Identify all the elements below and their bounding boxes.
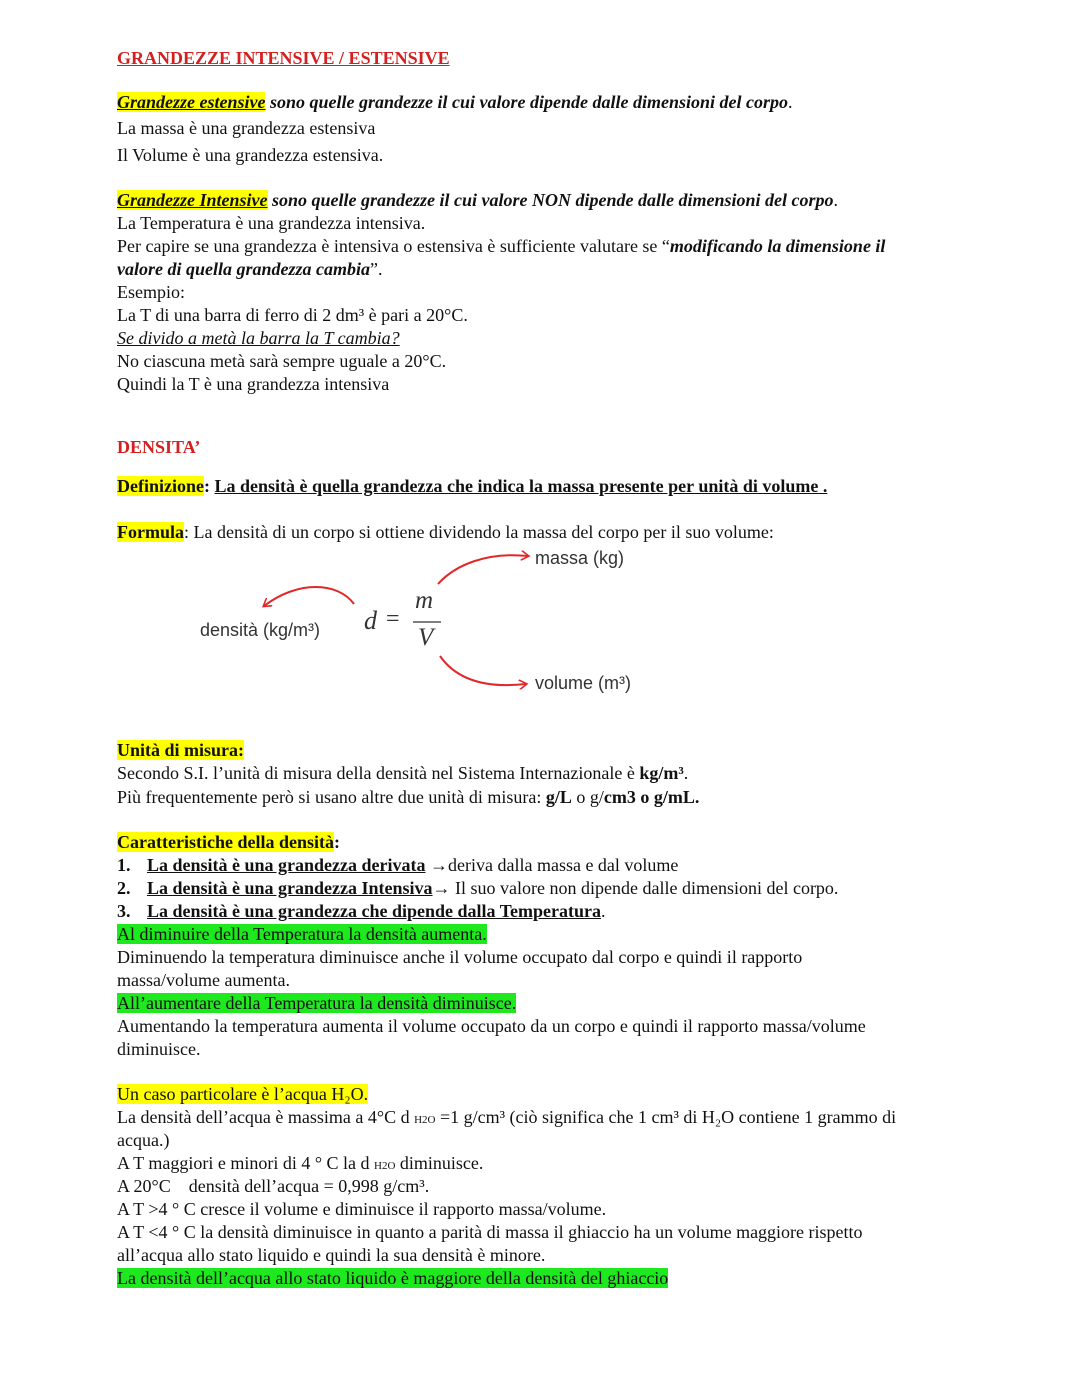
water-line-3 bbox=[117, 1152, 483, 1177]
characteristics-label-line bbox=[117, 831, 340, 853]
list-item-number: 2. bbox=[117, 878, 131, 898]
water-line-4: A 20°C densità dell’acqua = 0,998 g/cm³. bbox=[117, 1176, 430, 1196]
units-other: cm3 o g/mL. bbox=[603, 787, 700, 807]
example-line-3: No ciascuna metà sarà sempre uguale a 20°C. bbox=[117, 351, 447, 371]
intensive-def: sono quelle grandezze il cui valore NON dipende dalle dimensioni del corpo bbox=[267, 190, 834, 210]
water-line-3-sub: H2O bbox=[374, 1160, 396, 1172]
estensive-line-1: La massa è una grandezza estensiva bbox=[117, 118, 376, 138]
units-line-2-text: Più frequentemente però si usano altre due unità di misura: bbox=[117, 787, 546, 807]
para-2-line-2: diminuisce. bbox=[117, 1039, 201, 1059]
water-highlight: La densità dell’acqua allo stato liquido è maggiore della densità del ghiaccio bbox=[117, 1268, 669, 1288]
units-line-2 bbox=[117, 786, 699, 808]
intensive-line-3-end: ”. bbox=[370, 259, 383, 279]
water-line-1 bbox=[117, 1106, 896, 1131]
para-1-line-2: massa/volume aumenta. bbox=[117, 970, 290, 990]
page-title: GRANDEZZE INTENSIVE / ESTENSIVE bbox=[117, 48, 450, 68]
water-line-7: all’acqua allo stato liquido e quindi la sua densità è minore. bbox=[117, 1245, 546, 1265]
units-label-line bbox=[117, 739, 244, 761]
list-item-rest: →deriva dalla massa e dal volume bbox=[425, 855, 679, 875]
arrow-to-mass bbox=[438, 555, 528, 584]
units-line-1-text: Secondo S.I. l’unità di misura della densità nel Sistema Internazionale è bbox=[117, 763, 640, 783]
units-line-1 bbox=[117, 762, 688, 784]
list-item-number: 3. bbox=[117, 901, 131, 921]
water-line-5: A T >4 ° C cresce il volume e diminuisce il rapporto massa/volume. bbox=[117, 1199, 607, 1219]
water-line-3-text: A T maggiori e minori di 4 ° C la d bbox=[117, 1153, 375, 1173]
characteristics-colon: : bbox=[333, 832, 340, 852]
estensive-def: sono quelle grandezze il cui valore dipende dalle dimensioni del corpo bbox=[265, 92, 788, 112]
highlight-text-1: Al diminuire della Temperatura la densità aumenta. bbox=[117, 924, 487, 944]
units-gl: g/L bbox=[545, 787, 572, 807]
estensive-dot: . bbox=[787, 92, 793, 112]
definition-text: La densità è quella grandezza che indica la massa presente per unità di volume . bbox=[214, 476, 828, 496]
list-item-rest: → Il suo valore non dipende dalle dimensioni del corpo. bbox=[432, 878, 839, 898]
intensive-line-3-emph: valore di quella grandezza cambia bbox=[117, 259, 370, 279]
intensive-line-2-emph: modificando la dimensione il bbox=[669, 236, 886, 256]
list-item bbox=[117, 877, 838, 899]
units-line-1-end: . bbox=[683, 763, 689, 783]
arrow-to-density bbox=[264, 587, 354, 606]
example-line-1: La T di una barra di ferro di 2 dm³ è pari a 20°C. bbox=[117, 305, 468, 325]
highlight-text-2: All’aumentare della Temperatura la densità diminuisce. bbox=[117, 993, 517, 1013]
formula-label: Formula bbox=[117, 522, 184, 542]
formula-v: V bbox=[418, 624, 434, 651]
water-line-3-rest: diminuisce. bbox=[395, 1153, 484, 1173]
list-item-title: La densità è una grandezza Intensiva bbox=[147, 878, 433, 898]
water-line-1-sub: H2O bbox=[414, 1114, 436, 1126]
volume-label: volume (m³) bbox=[535, 673, 632, 693]
list-item-title: La densità è una grandezza derivata bbox=[147, 855, 426, 875]
para-2-line-1: Aumentando la temperatura aumenta il volume occupato da un corpo e quindi il rapporto massa/volume bbox=[117, 1016, 866, 1036]
water-line-6: A T <4 ° C la densità diminuisce in quanto a parità di massa il ghiaccio ha un volume maggiore rispetto bbox=[117, 1222, 863, 1242]
intensive-line-1: La Temperatura è una grandezza intensiva. bbox=[117, 213, 426, 233]
list-item bbox=[117, 900, 606, 922]
example-label: Esempio: bbox=[117, 282, 185, 302]
water-line-1-text: La densità dell’acqua è massima a 4°C d bbox=[117, 1107, 415, 1127]
para-1-line-1: Diminuendo la temperatura diminuisce anche il volume occupato dal corpo e quindi il rapporto bbox=[117, 947, 803, 967]
units-label: Unità di misura: bbox=[117, 740, 245, 760]
estensive-line-2: Il Volume è una grandezza estensiva. bbox=[117, 145, 384, 165]
definition-label: Definizione bbox=[117, 476, 204, 496]
characteristics-label: Caratteristiche della densità bbox=[117, 832, 334, 852]
list-item-title: La densità è una grandezza che dipende dalla Temperatura bbox=[147, 901, 602, 921]
mass-label: massa (kg) bbox=[535, 548, 625, 568]
formula-equals: = bbox=[386, 606, 400, 632]
water-heading-line bbox=[117, 1083, 368, 1105]
formula-m: m bbox=[415, 587, 434, 614]
units-si: kg/m³ bbox=[639, 763, 684, 783]
formula-text: : La densità di un corpo si ottiene dividendo la massa del corpo per il suo volume: bbox=[184, 522, 774, 542]
example-line-4: Quindi la T è una grandezza intensiva bbox=[117, 374, 390, 394]
formula-d: d bbox=[364, 606, 377, 635]
list-item bbox=[117, 854, 678, 876]
intensive-term: Grandezze Intensive bbox=[117, 190, 268, 210]
intensive-dot: . bbox=[833, 190, 838, 210]
definition-colon: : bbox=[204, 476, 215, 496]
intensive-line-2-text: Per capire se una grandezza è intensiva o estensiva è sufficiente valutare se “ bbox=[117, 236, 670, 256]
units-line-2-mid: o g/ bbox=[571, 787, 604, 807]
list-item-number: 1. bbox=[117, 855, 131, 875]
water-highlight-line bbox=[117, 1267, 668, 1289]
water-line-2: acqua.) bbox=[117, 1130, 170, 1150]
highlight-line-2 bbox=[117, 992, 516, 1014]
estensive-term: Grandezze estensive bbox=[117, 92, 266, 112]
water-heading: Un caso particolare è l’acqua H₂O. bbox=[117, 1084, 369, 1104]
arrow-to-volume bbox=[440, 656, 526, 685]
highlight-line-1 bbox=[117, 923, 487, 945]
water-line-1-rest: =1 g/cm³ (ciò significa che 1 cm³ di H₂O contiene 1 grammo di bbox=[435, 1107, 897, 1127]
density-label: densità (kg/m³) bbox=[200, 620, 321, 640]
example-question-text: Se divido a metà la barra la T cambia? bbox=[117, 328, 400, 348]
list-item-rest: . bbox=[601, 901, 606, 921]
section-title-densita: DENSITA’ bbox=[117, 437, 201, 457]
